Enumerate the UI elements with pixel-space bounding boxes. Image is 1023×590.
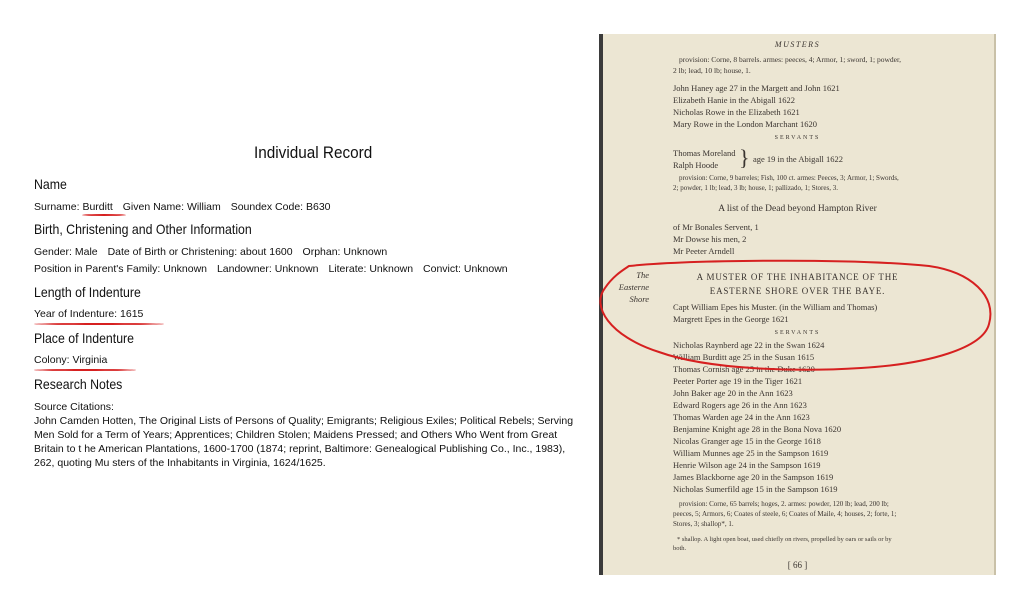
margin-note-line: The	[636, 270, 649, 280]
person-row: Edward Rogers age 26 in the Ann 1623	[673, 400, 807, 410]
record-title: Individual Record	[254, 143, 373, 162]
person-row: Nicholas Sumerfild age 15 in the Sampson 1619	[673, 484, 838, 494]
person-row: James Blackborne age 20 in the Sampson 1619	[673, 472, 834, 482]
dead-row: Mr Peeter Arndell	[673, 246, 735, 256]
surname-label: Surname:	[34, 201, 80, 213]
position-value: Unknown	[163, 263, 208, 275]
provision-1: provision: Corne, 8 barrels. armes: peeces, 4; Armor, 1; sword, 1; powder,	[679, 55, 902, 64]
indenture-value: 1615	[120, 308, 144, 320]
margin-note-line: Easterne	[618, 282, 649, 292]
orphan-label: Orphan:	[302, 246, 341, 258]
convict-value: Unknown	[463, 263, 508, 275]
individual-record-panel	[34, 0, 579, 590]
servant-name: Thomas Moreland	[673, 148, 736, 158]
convict-label: Convict:	[423, 263, 461, 275]
dob-label: Date of Birth or Christening:	[107, 246, 238, 258]
given-name-value: William	[186, 201, 221, 213]
person-row: Benjamine Knight age 28 in the Bona Nova 1620	[673, 424, 842, 434]
section-place-heading: Place of Indenture	[34, 330, 135, 346]
page-running-header: MUSTERS	[774, 40, 821, 49]
literate-label: Literate:	[328, 263, 367, 275]
provision-2b: 2; powder, 1 lb; lead, 3 lb; house, 1; pallizado, 1; Stores, 3.	[673, 184, 838, 192]
servant-name: Ralph Hoode	[673, 160, 719, 170]
person-row: Thomas Cornish age 25 in the Duke 1620	[673, 364, 815, 374]
soundex-label: Soundex Code:	[230, 201, 304, 213]
indenture-line	[34, 308, 143, 320]
place-line	[34, 354, 107, 366]
provision-3b: peeces, 5; Armors, 6; Coates of steele, 6; Coates of Maile, 4; houses, 2; forte, 1;	[673, 510, 897, 518]
position-label: Position in Parent's Family:	[34, 263, 161, 275]
person-row: Mary Rowe in the London Marchant 1620	[673, 119, 817, 129]
birth-line-1	[34, 246, 387, 258]
provision-3c: Stores, 3; shallop*, 1.	[673, 520, 734, 528]
section-notes-heading: Research Notes	[34, 376, 123, 392]
source-citations-label: Source Citations:	[34, 401, 114, 413]
person-row: Peeter Porter age 19 in the Tiger 1621	[673, 376, 803, 386]
muster-title-2: EASTERNE SHORE OVER THE BAYE.	[709, 286, 886, 296]
person-row: John Haney age 27 in the Margett and John 1621	[673, 83, 840, 93]
servants-heading-2: SERVANTS	[774, 330, 821, 336]
landowner-value: Unknown	[274, 263, 319, 275]
muster-title-1: A MUSTER OF THE INHABITANCE OF THE	[696, 272, 899, 282]
red-annotation-overlay	[599, 34, 996, 575]
red-underline-surname	[82, 214, 126, 216]
book-page-scan	[599, 34, 996, 575]
literate-value: Unknown	[369, 263, 414, 275]
person-row-highlighted: William Burditt age 25 in the Susan 1615	[673, 352, 815, 362]
indenture-label: Year of Indenture:	[34, 308, 118, 320]
capt-epes-line: Capt William Epes his Muster. (in the William and Thomas)	[673, 302, 878, 312]
person-row: Elizabeth Hanie in the Abigall 1622	[673, 95, 796, 105]
birth-line-2	[34, 263, 508, 275]
section-indenture-heading: Length of Indenture	[34, 284, 141, 300]
dead-row: Mr Dowse his men, 2	[673, 234, 747, 244]
colony-value: Virginia	[72, 354, 108, 366]
footnote: * shallop. A light open boat, used chiefly on rivers, propelled by oars or sails or by	[677, 536, 892, 543]
orphan-value: Unknown	[343, 246, 388, 258]
red-underline-indenture	[34, 323, 164, 325]
gender-value: Male	[74, 246, 98, 258]
name-line	[34, 201, 331, 213]
section-birth-heading: Birth, Christening and Other Information	[34, 221, 252, 237]
gender-label: Gender:	[34, 246, 72, 258]
surname-value: Burditt	[82, 201, 113, 213]
person-row: William Munnes age 25 in the Sampson 1619	[673, 448, 829, 458]
servant-note: age 19 in the Abigall 1622	[753, 154, 843, 164]
dob-value: about 1600	[240, 246, 293, 258]
person-row: Nicholas Raynberd age 22 in the Swan 1624	[673, 340, 825, 350]
servants-heading-1: SERVANTS	[774, 135, 821, 141]
red-circle-annotation	[600, 261, 990, 370]
person-row: Nicolas Granger age 15 in the George 1618	[673, 436, 821, 446]
given-name-label: Given Name:	[122, 201, 185, 213]
provision-1b: 2 lb; lead, 10 lb; house, 1.	[673, 66, 751, 75]
soundex-value: B630	[306, 201, 331, 213]
dead-row: of Mr Bonales Servent, 1	[673, 222, 759, 232]
landowner-label: Landowner:	[216, 263, 272, 275]
section-name-heading: Name	[34, 176, 67, 192]
red-underline-colony	[34, 369, 136, 371]
margin-note-line: Shore	[629, 294, 649, 304]
footnote-2: both.	[673, 545, 687, 552]
person-row: Nicholas Rowe in the Elizabeth 1621	[673, 107, 800, 117]
brace: }	[739, 145, 750, 170]
colony-label: Colony:	[34, 354, 70, 366]
source-citation-text: John Camden Hotten, The Original Lists of Persons of Quality; Emigrants; Religious Exiles; Political Rebels; Serving Men Sold for a Term of Years; Apprentices; Children Stolen; Maidens Pressed; and Others Who Went from Great Britain to t he American Plantations, 1600-1700 (1874; reprint, Baltimore: Genealogical Publishing Co., Inc., 1983), 262, quoting Mu sters of the Inhabitants in Virginia, 1624/1625.	[34, 415, 574, 469]
person-row: John Baker age 20 in the Ann 1623	[673, 388, 793, 398]
page-number: [ 66 ]	[787, 560, 808, 570]
margrett-epes-line: Margrett Epes in the George 1621	[673, 314, 789, 324]
provision-2: provision: Corne, 9 barreles; Fish, 100 ct. armes: Peeces, 3; Armor, 1; Swords,	[679, 174, 899, 182]
person-row: Henrie Wilson age 24 in the Sampson 1619	[673, 460, 821, 470]
person-row: Thomas Warden age 24 in the Ann 1623	[673, 412, 810, 422]
provision-3: provision: Corne, 65 barrels; hoges, 2. armes: powder, 120 lb; lead, 200 lb;	[679, 500, 889, 508]
dead-list-heading: A list of the Dead beyond Hampton River	[718, 204, 877, 214]
